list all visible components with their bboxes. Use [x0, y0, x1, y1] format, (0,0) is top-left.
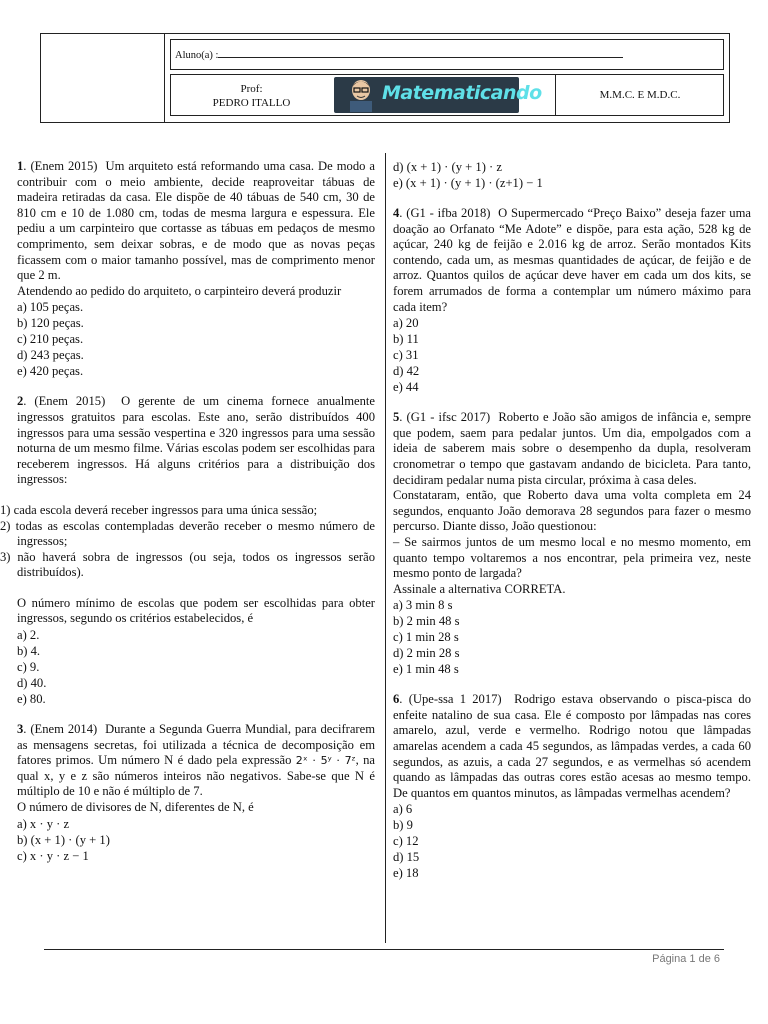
question-text: Roberto e João são amigos de infância e, sempre que podem, saem para pedalar juntos. Um dia, empolgados com a ideia de saberem mais sobre o desempenho da dupla, resolveram cronometrar o tempo que gastavam andando de bicicleta. Para tanto, decidiram pedalar numa pista circular, próxima à casa deles. — [393, 410, 752, 487]
page-number: Página 1 de 6 — [652, 953, 720, 965]
question-text: O Supermercado “Preço Baixo” deseja fazer uma doação ao Orfanato “Me Adote” e dispõe, para esta ação, 528 kg de açúcar, 240 kg de feijão e 2.016 kg de arroz. Serão montados Kits contendo, cada um, as mesmas quantidades de açúcar, de feijão e de arroz. Quantos quilos de açúcar deve haver em cada um dos kits, se forem arrumados de forma a contemplar um número máximo para cada item? — [393, 206, 751, 314]
left-column — [0, 159, 376, 879]
question-prompt: O número de divisores de N, diferentes de N, é — [17, 800, 254, 815]
question-2: 2. (Enem 2015) O gerente de um cinema fornece anualmente ingressos gratuitos para escolas. Este ano, serão distribuídos 400 ingressos para uma sessão vespertina e 320 ingressos para uma sessão noturna de um mesmo filme. Várias escolas podem ser escolhidas para receberem ingressos. Há alguns critérios para a distribuição dos ingressos: 1) cada escola deverá receber ingressos para uma única sessão; 2) todas as escolas contempladas deverão receber o mesmo número de ingressos; 3) não haverá sobra de ingressos (ou seja, todos os ingressos serão distribuídos). O número mínimo de escolas que podem ser escolhidas para obter ingressos, segundo os critérios estabelecidos, é a) 2. b) 4. c) 9. d) 40. e) 80. — [0, 394, 375, 707]
right-column — [393, 159, 751, 896]
question-text: Rodrigo estava observando o pisca-pisca do enfeite natalino de sua casa. Ele é composto por lâmpadas nas cores amarelo, azul, verde e vermelho. Rodrigo notou que lâmpadas amarelas acendem a cada 45 segundos, as lâmpadas verdes, a cada 60 segundos, as azuis, a cada 27 segundos, e as vermelhas só acendem quando as lâmpadas das outras cores estão acesas ao mesmo tempo. De quantos em quantos minutos, as lâmpadas vermelhas acendem? — [393, 692, 752, 800]
question-number: 4 — [393, 206, 400, 220]
option-c[interactable]: c) x · y · z − 1 — [17, 848, 89, 863]
option-a[interactable]: a) x · y · z — [17, 816, 70, 831]
criterion-2: 2) todas as escolas contempladas deverão receber o mesmo número de ingressos; — [0, 518, 375, 549]
question-text-2: Constataram, então, que Roberto dava uma volta completa em 24 segundos, enquanto João demorava 28 segundos para fazer o mesmo percurso. Diante disso, João questionou: — [393, 488, 751, 534]
option-c[interactable]: c) 12 — [393, 834, 419, 849]
option-b[interactable]: b) 120 peças. — [17, 316, 84, 331]
question-number: 3 — [17, 722, 24, 737]
option-d[interactable]: d) (x + 1) · (y + 1) · z — [393, 160, 502, 174]
option-d[interactable]: d) 40. — [17, 676, 47, 691]
option-a[interactable]: a) 3 min 8 s — [393, 598, 453, 613]
question-prompt: Atendendo ao pedido do arquiteto, o carpinteiro deverá produzir — [17, 283, 342, 298]
logo-text: Matematicando — [382, 82, 542, 104]
option-d[interactable]: d) 15 — [393, 850, 420, 865]
option-e[interactable]: e) 1 min 48 s — [393, 662, 459, 677]
option-b[interactable]: b) 11 — [393, 332, 419, 347]
option-b[interactable]: b) 2 min 48 s — [393, 614, 460, 629]
matematicando-logo — [334, 77, 542, 113]
question-source: (G1 - ifba 2018) — [402, 206, 491, 220]
question-source: (Enem 2014) — [26, 722, 98, 737]
header-bottom-row — [170, 74, 724, 116]
student-name-field[interactable] — [170, 39, 724, 70]
option-a[interactable]: a) 20 — [393, 316, 419, 331]
teacher-name: PEDRO ITALLO — [212, 97, 291, 109]
option-c[interactable]: c) 210 peças. — [17, 332, 84, 347]
option-c[interactable]: c) 1 min 28 s — [393, 630, 459, 645]
question-source: (Enem 2015) — [26, 159, 98, 173]
question-source: (Enem 2015) — [26, 394, 106, 409]
criterion-3: 3) não haverá sobra de ingressos (ou seja, todos os ingressos serão distribuídos). — [0, 549, 375, 580]
question-source: (Upe-ssa 1 2017) — [402, 692, 502, 707]
question-3: 3. (Enem 2014) Durante a Segunda Guerra Mundial, para decifrarem as mensagens secretas, foi utilizada a técnica de decomposição em fatores primos. Um número N é dado pela expressão 2ˣ · 5ʸ · 7ᶻ, na qual x, y e z são números inteiros não negativos. Sabe-se que N é múltiplo de 10 e não é múltiplo de 7. O número de divisores de N, diferentes de N, é a) x · y · z b) (x + 1) · (y + 1) c) x · y · z − 1 — [17, 722, 376, 863]
question-text: O gerente de um cinema fornece anualmente ingressos gratuitos para escolas. Este ano, serão distribuídos 400 ingressos para uma sessão vespertina e 320 ingressos para uma sessão noturna de um mesmo filme. Várias escolas podem ser escolhidas para receberem ingressos. Há alguns critérios para a distribuição dos ingressos: — [17, 394, 375, 487]
question-4: 4. (G1 - ifba 2018) O Supermercado “Preço Baixo” deseja fazer uma doação ao Orfanato “Me Adote” e dispõe, para esta ação, 528 kg de açúcar, 240 kg de feijão e 2.016 kg de arroz. Serão montados Kits contendo, cada um, as mesmas quantidades de açúcar, de feijão e de arroz. Quantos quilos de açúcar deve haver em cada um dos kits, se forem arrumados de forma a contemplar um número máximo para cada item? a) 20 b) 11 c) 31 d) 42 e) 44 — [393, 206, 751, 395]
teacher-cell — [171, 75, 332, 115]
option-a[interactable]: a) 105 peças. — [17, 300, 84, 315]
header-blank-cell — [41, 34, 165, 122]
header-table — [40, 33, 730, 123]
teacher-cartoon-icon — [346, 78, 376, 112]
teacher-label: Prof: — [240, 83, 263, 95]
student-label: Aluno(a) : — [175, 50, 219, 61]
option-a[interactable]: a) 2. — [17, 628, 40, 643]
column-divider — [385, 153, 386, 943]
question-number: 1 — [17, 159, 24, 173]
question-1: 1. (Enem 2015) Um arquiteto está reformando uma casa. De modo a contribuir com o meio ambiente, decide reaproveitar tábuas de madeira retiradas da casa. Ele dispõe de 40 tábuas de 540 cm, 30 de 810 cm e 10 de 1.080 cm, todas de mesma largura e espessura. Ele pediu a um carpinteiro que cortasse as tábuas em pedaços de mesmo comprimento, sem deixar sobras, e de modo que as novas peças ficassem com o maior tamanho possível, mas de comprimento menor que 2 m. Atendendo ao pedido do arquiteto, o carpinteiro deverá produzir a) 105 peças. b) 120 peças. c) 210 peças. d) 243 peças. e) 420 peças. — [17, 159, 376, 379]
topic-cell: M.M.C. E M.D.C. — [555, 75, 724, 115]
question-prompt: O número mínimo de escolas que podem ser escolhidas para obter ingressos, segundo os critérios estabelecidos, é — [17, 595, 375, 626]
option-c[interactable]: c) 9. — [17, 660, 40, 675]
question-3-continued — [393, 159, 751, 191]
criterion-1: 1) cada escola deverá receber ingressos para uma única sessão; — [0, 502, 318, 517]
question-number: 5 — [393, 410, 400, 425]
question-number: 6 — [393, 692, 400, 707]
question-6: 6. (Upe-ssa 1 2017) Rodrigo estava observando o pisca-pisca do enfeite natalino de sua casa. Ele é composto por lâmpadas nas cores amarelo, azul, verde e vermelho. Rodrigo notou que lâmpadas amarelas acendem a cada 45 segundos, as lâmpadas verdes, a cada 60 segundos, as azuis, a cada 27 segundos, e as vermelhas só acendem quando as lâmpadas das outras cores estão acesas ao mesmo tempo. De quantos em quantos minutos, as lâmpadas vermelhas acendem? a) 6 b) 9 c) 12 d) 15 e) 18 — [393, 692, 752, 881]
option-d[interactable]: d) 2 min 28 s — [393, 646, 460, 661]
option-c[interactable]: c) 31 — [393, 348, 419, 363]
option-b[interactable]: b) 4. — [17, 644, 41, 659]
option-e[interactable]: e) 18 — [393, 866, 419, 881]
question-text: Um arquiteto está reformando uma casa. De modo a contribuir com o meio ambiente, decide reaproveitar tábuas de madeira retiradas da casa. Ele dispõe de 40 tábuas de 540 cm, 30 de 810 cm e 10 de 1.080 cm, todas de mesma largura e espessura. Ele pediu a um carpinteiro que cortasse as tábuas em pedaços de mesmo comprimento, sem deixar sobras, e de modo que as novas peças ficassem com o maior tamanho possível, mas de comprimento menor que 2 m. — [17, 159, 376, 283]
question-source: (G1 - ifsc 2017) — [402, 410, 491, 425]
question-prompt: Assinale a alternativa CORRETA. — [393, 581, 566, 596]
question-number: 2 — [17, 394, 24, 409]
option-e[interactable]: e) 80. — [17, 692, 46, 707]
question-5: 5. (G1 - ifsc 2017) Roberto e João são amigos de infância e, sempre que podem, saem para pedalar juntos. Um dia, empolgados com a ideia de saberem mais sobre o desempenho da dupla, resolveram cronometrar o tempo que gastavam andando de bicicleta. Para tanto, decidiram pedalar numa pista circular, próxima à casa deles. Constataram, então, que Roberto dava uma volta completa em 24 segundos, enquanto João demorava 28 segundos para fazer o mesmo percurso. Diante disso, João questionou: – Se sairmos juntos de um mesmo local e no mesmo momento, em quanto tempo voltaremos a nos encontrar, pela primeira vez, neste mesmo ponto de largada? Assinale a alternativa CORRETA. a) 3 min 8 s b) 2 min 48 s c) 1 min 28 s d) 2 min 28 s e) 1 min 48 s — [393, 410, 752, 677]
option-e[interactable]: e) 44 — [393, 380, 419, 395]
option-e[interactable]: e) 420 peças. — [17, 364, 84, 379]
option-a[interactable]: a) 6 — [393, 802, 413, 817]
question-text: Durante a Segunda Guerra Mundial, para decifrarem as mensagens secretas, foi utilizada a técnica de decomposição em fatores primos. Um número N é dado pela expressão — [17, 722, 376, 768]
option-e[interactable]: e) (x + 1) · (y + 1) · (z+1) − 1 — [393, 176, 543, 190]
option-d[interactable]: d) 42 — [393, 364, 420, 379]
option-b[interactable]: b) 9 — [393, 818, 413, 833]
student-name-line — [218, 48, 623, 58]
question-text-3: – Se sairmos juntos de um mesmo local e no mesmo momento, em quanto tempo voltaremos a nos encontrar, pela primeira vez, neste mesmo ponto de largada? — [393, 534, 751, 581]
footer-rule — [44, 949, 724, 950]
math-expression: 2ˣ · 5ʸ · 7ᶻ — [295, 754, 356, 768]
option-b[interactable]: b) (x + 1) · (y + 1) — [17, 832, 110, 847]
question-text-cont: , na qual x, y e z são números inteiros não negativos. Sabe-se que N é múltiplo de 10 e não é múltiplo de 7. — [17, 753, 376, 799]
option-d[interactable]: d) 243 peças. — [17, 348, 84, 363]
